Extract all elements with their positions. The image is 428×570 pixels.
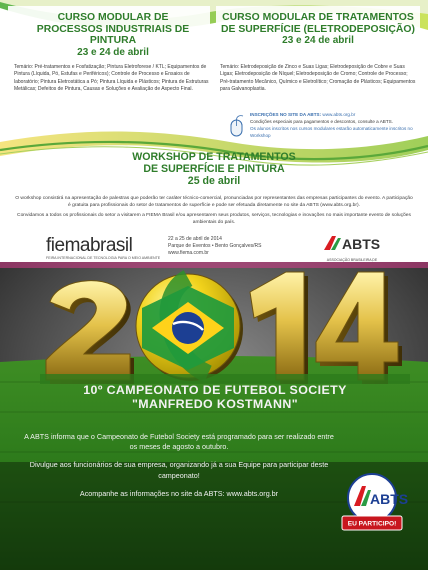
- tournament-title-line1: 10º CAMPEONATO DE FUTEBOL SOCIETY: [83, 383, 347, 397]
- course1-body: Temário: Pré-tratamentos e Fosfatização; Pintura Eletroforese / KTL; Equipamentos de Pintura (Líquida, Pó, Estufas e Periféricos); Controle de Processo e Ensaios de laboratório; Pintura Eletrostática a Pó; Pintura Líquida e Plásticos; Pintura de Estruturas Metálicas; Defeitos de Pintura, Causas e Soluções e Avaliação de Aspecto Final.: [14, 64, 209, 92]
- workshop-para1: O workshop consistirá na apresentação de palestras que poderão ter caráter técnico-comercial, pronunciadas por representantes das empresas participantes do evento. A participação é gratuita para profissionais do setor de tratamentos de superfície e pode ser efetuada diretamente no site da ABTS (www.abts.org.br).: [15, 196, 413, 208]
- workshop-title: [104, 152, 324, 188]
- fiema-dates: 22 a 25 de abril de 2014: [168, 236, 222, 242]
- course1-title: [14, 12, 212, 58]
- course2-title: [220, 12, 416, 46]
- course2-title-line1: CURSO MODULAR DE TRATAMENTOS: [222, 12, 414, 23]
- course1-title-line2: PROCESSOS INDUSTRIAIS DE PINTURA: [36, 23, 190, 47]
- football-info: [20, 432, 338, 507]
- courses-section: [0, 0, 428, 262]
- mouse-icon: [228, 114, 246, 138]
- fiema-logo: [46, 236, 176, 264]
- workshop-dates: 25 de abril: [187, 174, 241, 187]
- course2-title-line2: DE SUPERFÍCIE (ELETRODEPOSIÇÃO): [221, 23, 415, 35]
- registration-info: [250, 112, 420, 140]
- fiema-site-link[interactable]: www.fiema.com.br: [168, 249, 209, 256]
- course1-dates: 23 e 24 de abril: [77, 46, 149, 58]
- fiema-event-info: [168, 236, 261, 256]
- eu-participo-badge: [336, 472, 408, 534]
- course2-body: Temário: Eletrodeposição de Zinco e Suas Ligas; Eletrodeposição de Cobre e Suas Ligas; Eletrodeposição de Níquel; Eletrodeposição de Cromo; Controle de Processo; Pré-tratamento Mecânico, Químico e Eletrolítico; Cromação de Plásticos; Equipamentos para Galvanoplastia.: [220, 64, 416, 92]
- workshop-para2: Convidamos a todos os profissionais do setor a visitarem a FIEMA Brasil e/ou apresentarem seus produtos, serviços, tecnologias e inovações no mais importante evento de soluções ambientais do país.: [17, 212, 411, 225]
- workshop-body: [14, 196, 414, 229]
- abts-logo-text: ABTS: [342, 236, 381, 252]
- course1-title-line1: CURSO MODULAR DE: [57, 12, 169, 23]
- badge-abts-text: ABTS: [370, 491, 409, 507]
- registration-heading: INSCRIÇÕES NO SITE DA ABTS:: [250, 112, 322, 117]
- fiema-logo-subtitle: FEIRA INTERNACIONAL DE TECNOLOGIA PARA O MEIO AMBIENTE: [46, 256, 161, 260]
- course2-dates: 23 e 24 de abril: [282, 35, 354, 47]
- badge-label: EU PARTICIPO!: [347, 520, 397, 528]
- football-para2: Divulgue aos funcionários de sua empresa, organizando já a sua Equipe para participar deste campeonato!: [29, 460, 329, 480]
- tournament-title-line2: "MANFREDO KOSTMANN": [132, 396, 298, 411]
- registration-site-link[interactable]: www.abts.org.br: [322, 112, 356, 117]
- fiema-venue: Parque de Eventos • Bento Gonçalves/RS: [168, 242, 262, 249]
- abts-logo-subtitle: ASSOCIAÇÃO BRASILEIRA DE: [326, 258, 378, 262]
- football-para3: Acompanhe as informações no site da ABTS: www.abts.org.br: [79, 488, 279, 498]
- registration-line2: Condições especiais para pagamentos e descontos, consulte a ABTS.: [250, 118, 394, 124]
- tournament-title: [30, 384, 400, 411]
- abts-logo-mark: [322, 234, 382, 252]
- football-section: [0, 262, 428, 570]
- workshop-title-line1: WORKSHOP DE TRATAMENTOS: [132, 151, 296, 163]
- workshop-title-line2: DE SUPERFÍCIE E PINTURA: [143, 162, 285, 175]
- abts-logo: [322, 234, 382, 264]
- football-para1: A ABTS informa que o Campeonato de Futebol Society está programado para ser realizado entre os meses de agosto a outubro.: [24, 432, 334, 452]
- registration-line3: Os alunos inscritos nos cursos modulares estarão automaticamente inscritos no Workshop: [250, 125, 413, 138]
- fiema-logo-text: fiemabrasil: [46, 235, 133, 256]
